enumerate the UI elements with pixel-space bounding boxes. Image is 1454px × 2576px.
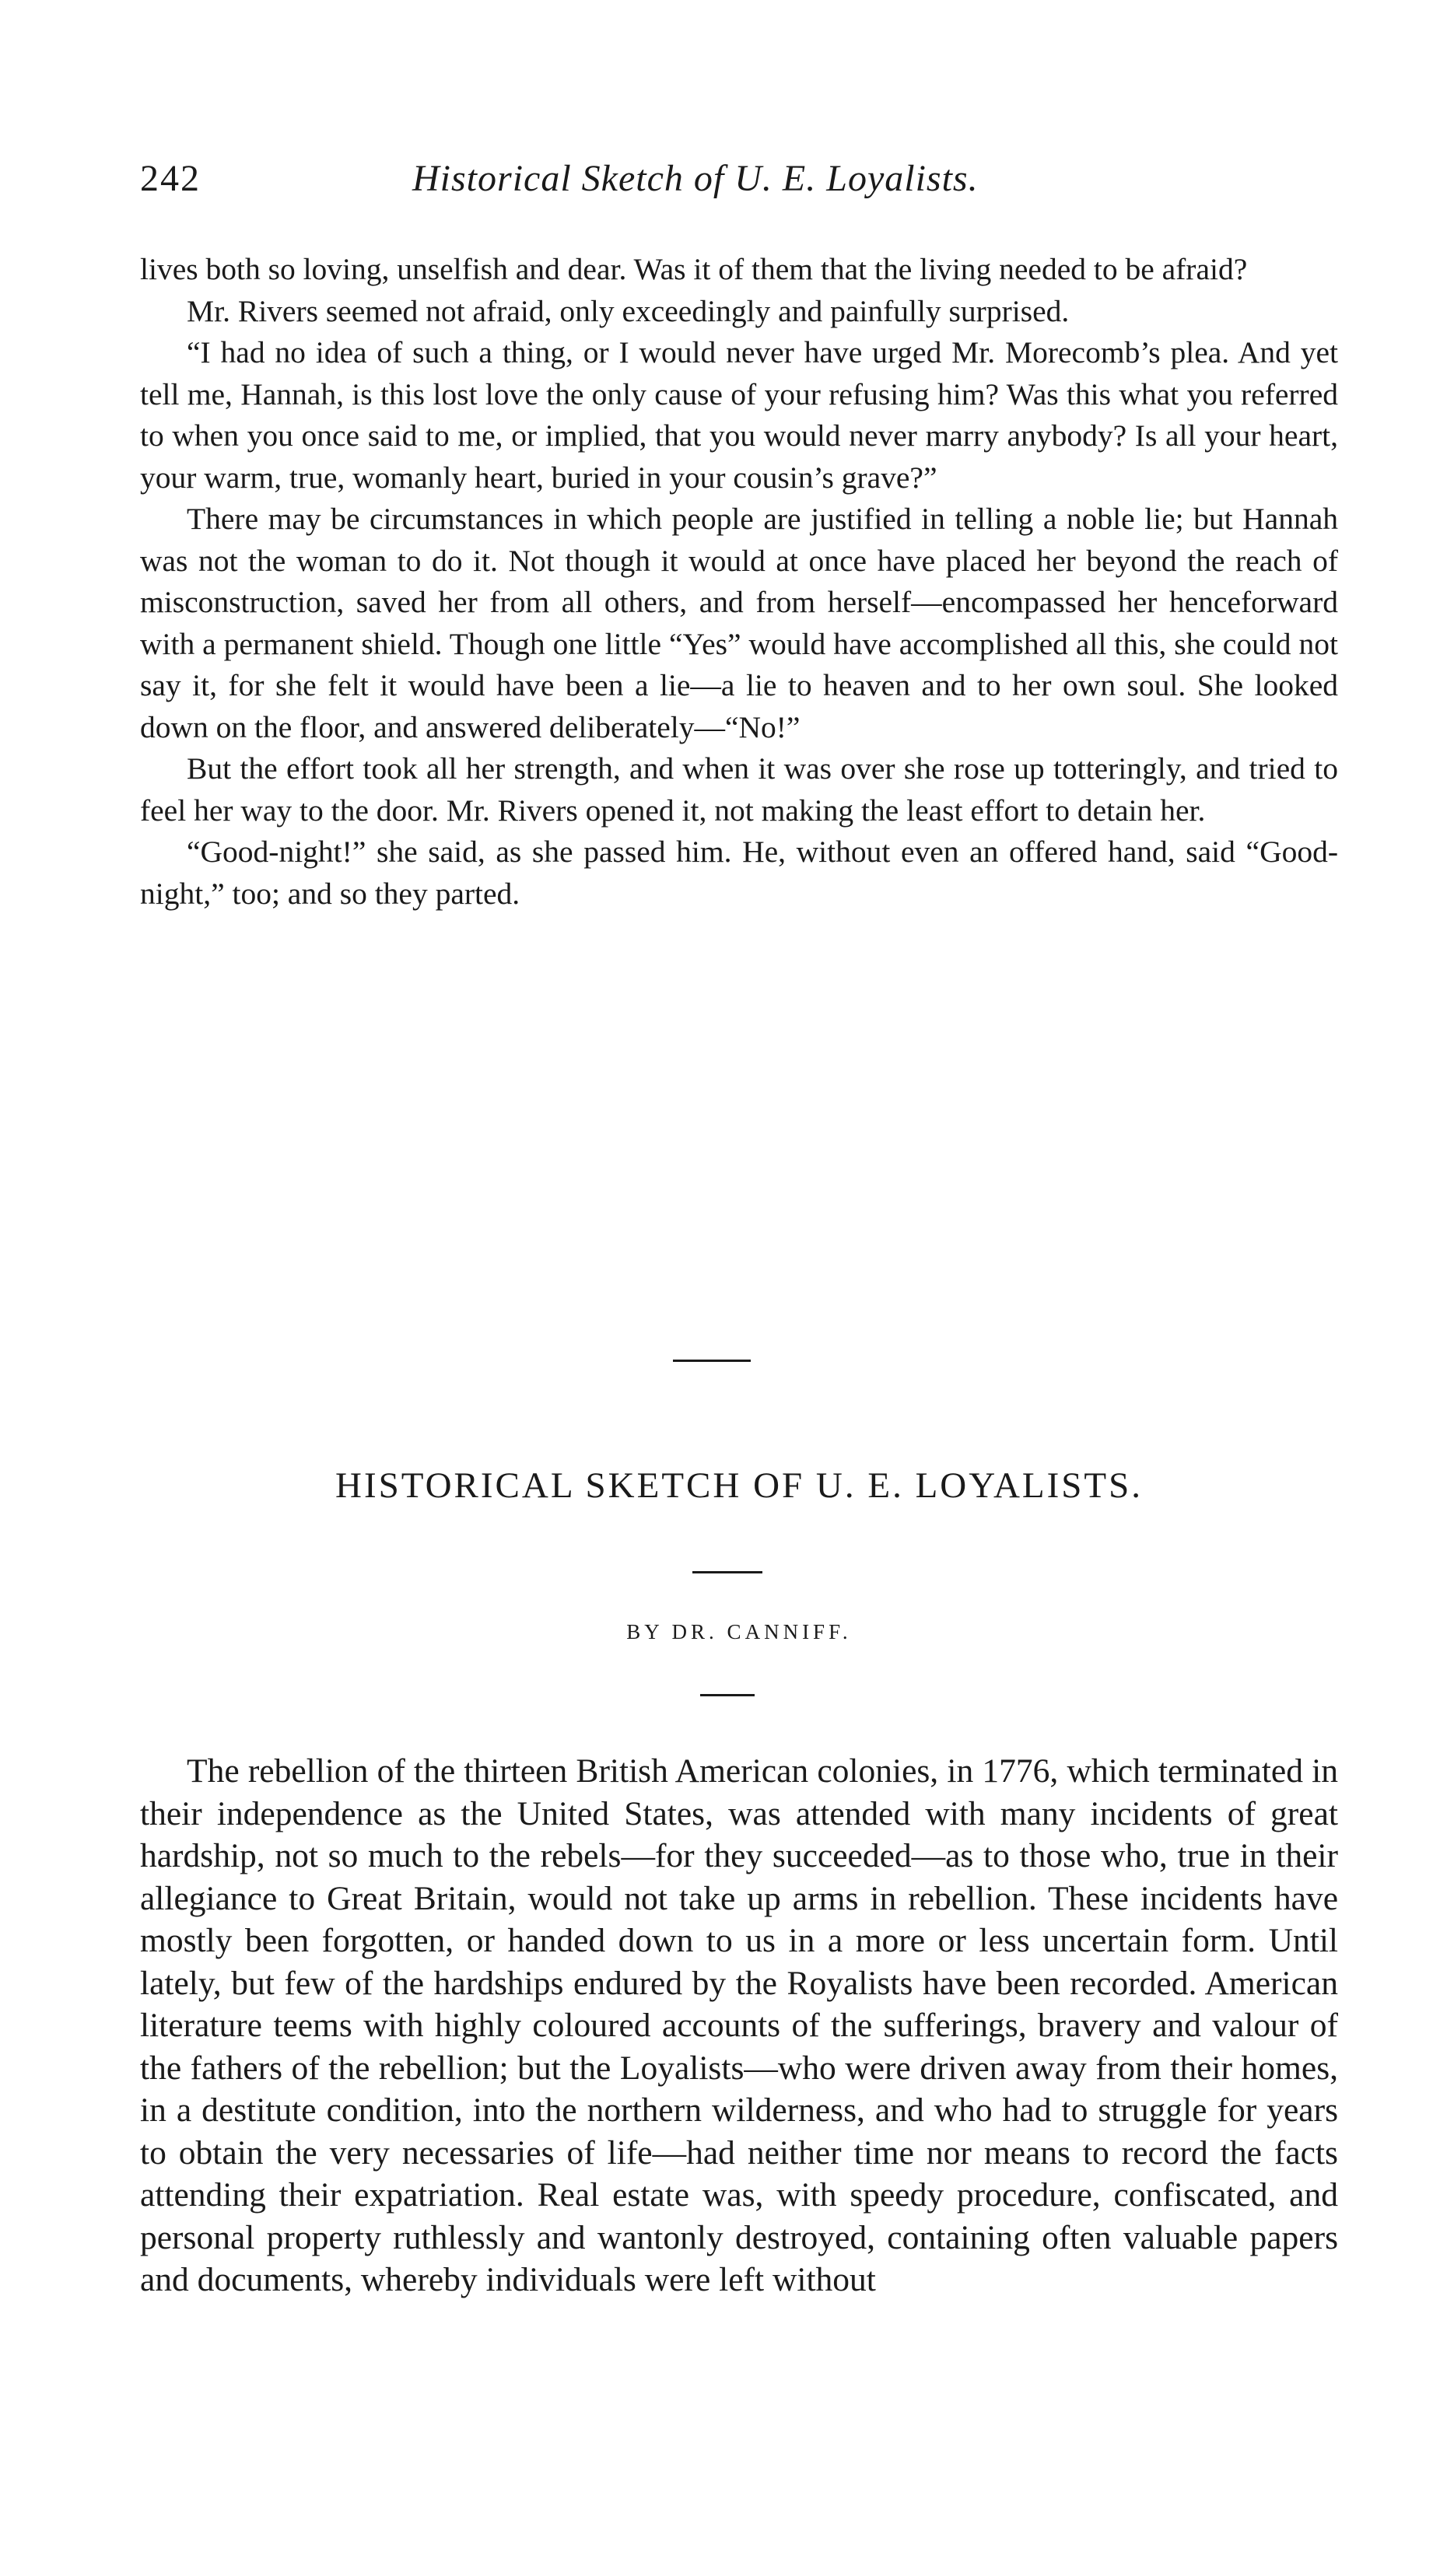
running-head [140, 156, 1338, 202]
story-conclusion [140, 249, 1338, 915]
section-divider [673, 1360, 751, 1362]
running-title: Historical Sketch of U. E. Loyalists. [412, 158, 979, 199]
article-title: HISTORICAL SKETCH OF U. E. LOYALISTS. [335, 1465, 1143, 1506]
title-rule [692, 1571, 762, 1573]
author-byline: BY DR. CANNIFF. [626, 1620, 852, 1643]
paragraph: lives both so loving, unselfish and dear. Was it of them that the living needed to be afraid? [140, 252, 1248, 286]
byline-rule [700, 1694, 755, 1696]
paragraph: The rebellion of the thirteen British American colonies, in 1776, which terminated in their independence as the United States, was attended with many incidents of great hardship, not so much to the rebels—for they succeeded—as to those who, true in their allegiance to Great Britain, would not take up arms in rebellion. These incidents have mostly been forgotten, or handed down to us in a more or less uncertain form. Until lately, but few of the hardships endured by the Royalists have been recorded. American literature teems with highly coloured accounts of the sufferings, bravery and valour of the fathers of the rebellion; but the Loyalists—who were driven away from their homes, in a destitute condition, into the northern wilderness, and who had to struggle for years to obtain the very necessaries of life—had neither time nor means to record the facts attending their expatriation. Real estate was, with speedy procedure, confiscated, and personal property ruthlessly and wantonly destroyed, containing often valuable papers and documents, whereby individuals were left without [140, 1752, 1338, 2298]
page-number: 242 [140, 158, 201, 199]
paragraph: But the effort took all her strength, and when it was over she rose up totteringly, and tried to feel her way to the door. Mr. Rivers opened it, not making the least effort to detain her. [140, 751, 1338, 828]
paragraph: Mr. Rivers seemed not afraid, only exceedingly and painfully surprised. [187, 293, 1070, 328]
paragraph: “I had no idea of such a thing, or I would never have urged Mr. Morecomb’s plea. And yet tell me, Hannah, is this lost love the only cause of your refusing him? Was this what you referred to when you once said to me, or implied, that you would never marry anybody? Is all your heart, your warm, true, womanly heart, buried in your cousin’s grave?” [140, 335, 1338, 495]
paragraph: “Good-night!” she said, as she passed him. He, without even an offered hand, said “Good-night,” too; and so they parted. [140, 835, 1338, 911]
article-body [140, 1750, 1338, 2301]
paragraph: There may be circumstances in which people are justified in telling a noble lie; but Hannah was not the woman to do it. Not though it would at once have placed her beyond the reach of misconstruction, saved her from all others, and from herself—encompassed her henceforward with a permanent shield. Though one little “Yes” would have accomplished all this, she could not say it, for she felt it would have been a lie—a lie to heaven and to her own soul. She looked down on the floor, and answered deliberately—“No!” [140, 502, 1338, 744]
